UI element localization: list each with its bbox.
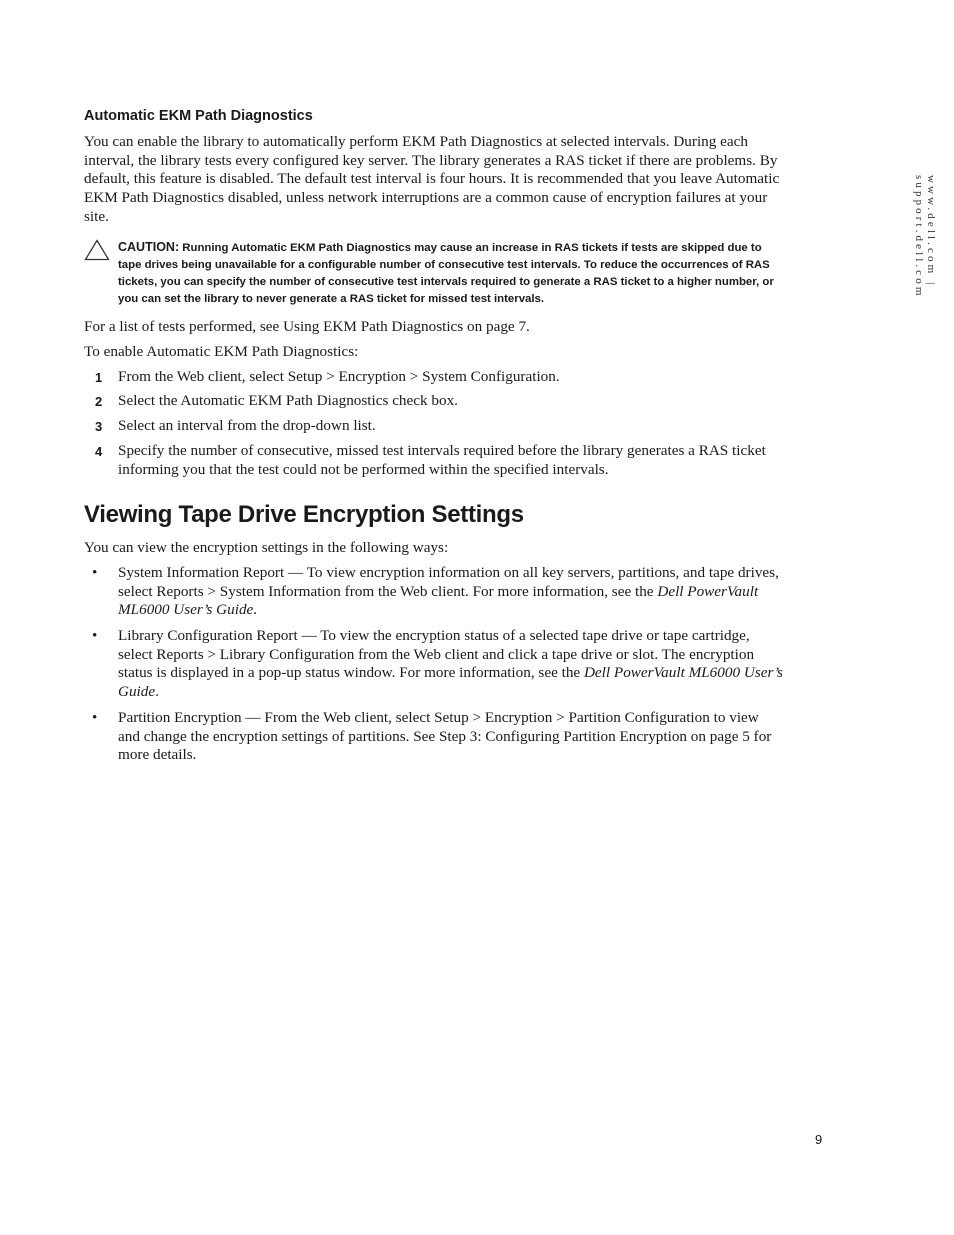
enable-steps-list: [84, 368, 784, 480]
section-heading-viewing-settings: Viewing Tape Drive Encryption Settings: [84, 501, 524, 529]
item-text: — To view the encryption status of a selected tape drive or tape cartridge, select: [118, 627, 750, 663]
step-item: [84, 417, 784, 436]
caution-text: [118, 239, 784, 309]
page-content: [84, 108, 784, 772]
step-text-end: .: [555, 367, 560, 385]
step-item: [84, 368, 784, 387]
item-text: — To view encryption information on all key servers, partitions, and tape drives, select: [118, 563, 779, 600]
caution-label: CAUTION:: [118, 239, 180, 254]
item-text: — From the Web client, select: [241, 708, 435, 726]
menu-path: Setup > Encryption > Partition Configuration: [434, 708, 710, 726]
sidebar-url-text: www.dell.com | support.dell.com: [913, 175, 937, 299]
step-text-end: check box.: [388, 392, 458, 410]
list-item: [84, 627, 784, 702]
step-text: Select the: [118, 392, 181, 410]
section-heading-ekm-diagnostics: Automatic EKM Path Diagnostics: [84, 108, 313, 124]
bullet: •: [92, 627, 98, 645]
caution-body: Running Automatic EKM Path Diagnostics may cause an increase in RAS tickets if tests are skipped due to tape drives being unavailable for a configurable number of consecutive test intervals. To reduce the occurrences of RAS tickets, you can specify the number of consecutive test intervals required to generate a RAS ticket to a higher number, or you can set the library to never generate a RAS ticket for missed test intervals.: [118, 241, 774, 306]
step-number: 1: [95, 369, 103, 385]
menu-path: Reports > System Information: [156, 582, 341, 600]
list-item: [84, 564, 784, 620]
guide-title: Dell PowerVault ML6000 User’s Guide: [118, 582, 759, 619]
step-item: [84, 392, 784, 411]
bullet: •: [92, 563, 98, 581]
viewing-settings-intro: You can view the encryption settings in the following ways:: [84, 539, 449, 557]
item-text: from the Web client and click a tape drive or slot. The encryption status is displayed in a pop-up status window. For more information, see the: [118, 645, 755, 682]
step-text: Specify the number of consecutive, missed test intervals required before the library generates a RAS ticket informing you that the test could not be performed within the specified intervals.: [118, 441, 766, 478]
item-term: System Information Report: [118, 563, 285, 581]
step-number: 2: [95, 394, 103, 410]
step-emphasis: Setup > Encryption > System Configuration: [287, 367, 556, 385]
item-text-end: .: [155, 683, 159, 701]
item-text-end: .: [253, 601, 258, 619]
ekm-diagnostics-intro: You can enable the library to automatically perform EKM Path Diagnostics at selected intervals. During each interval, the library tests every configured key server. The library generates a RAS ticket if there are problems. By default, this feature is disabled. The default test interval is four hours. It is recommended that you leave Automatic EKM Path Diagnostics disabled, unless network interruptions are a common cause of encryption failures at your site.: [84, 133, 780, 225]
bullet: •: [92, 708, 98, 726]
step-number: 4: [95, 443, 103, 459]
step-item: [84, 442, 784, 479]
step-number: 3: [95, 419, 103, 435]
step-text: Select an interval from the drop-down list.: [118, 417, 376, 435]
item-term: Partition Encryption: [118, 708, 242, 726]
item-text: from the Web client. For more information, see the: [340, 582, 658, 600]
menu-path: Reports > Library Configuration: [156, 645, 355, 663]
caution-note: [84, 239, 784, 309]
step-text: From the Web client, select: [118, 367, 288, 385]
sidebar-website: [913, 175, 937, 415]
to-enable-lead: To enable Automatic EKM Path Diagnostics:: [84, 343, 359, 361]
list-item: [84, 709, 784, 765]
guide-title: Dell PowerVault ML6000 User’s Guide: [118, 664, 783, 701]
page-number: 9: [815, 1132, 823, 1147]
list-of-tests-reference: For a list of tests performed, see Using EKM Path Diagnostics on page 7.: [84, 318, 530, 336]
step-emphasis: Automatic EKM Path Diagnostics: [180, 392, 389, 410]
viewing-methods-list: [84, 564, 784, 765]
caution-triangle-icon: [84, 239, 110, 261]
item-text: to view and change the encryption settings of partitions. See Step 3: Configuring Partition Encryption on page 5 for more details.: [118, 708, 772, 764]
item-term: Library Configuration Report: [118, 627, 298, 645]
